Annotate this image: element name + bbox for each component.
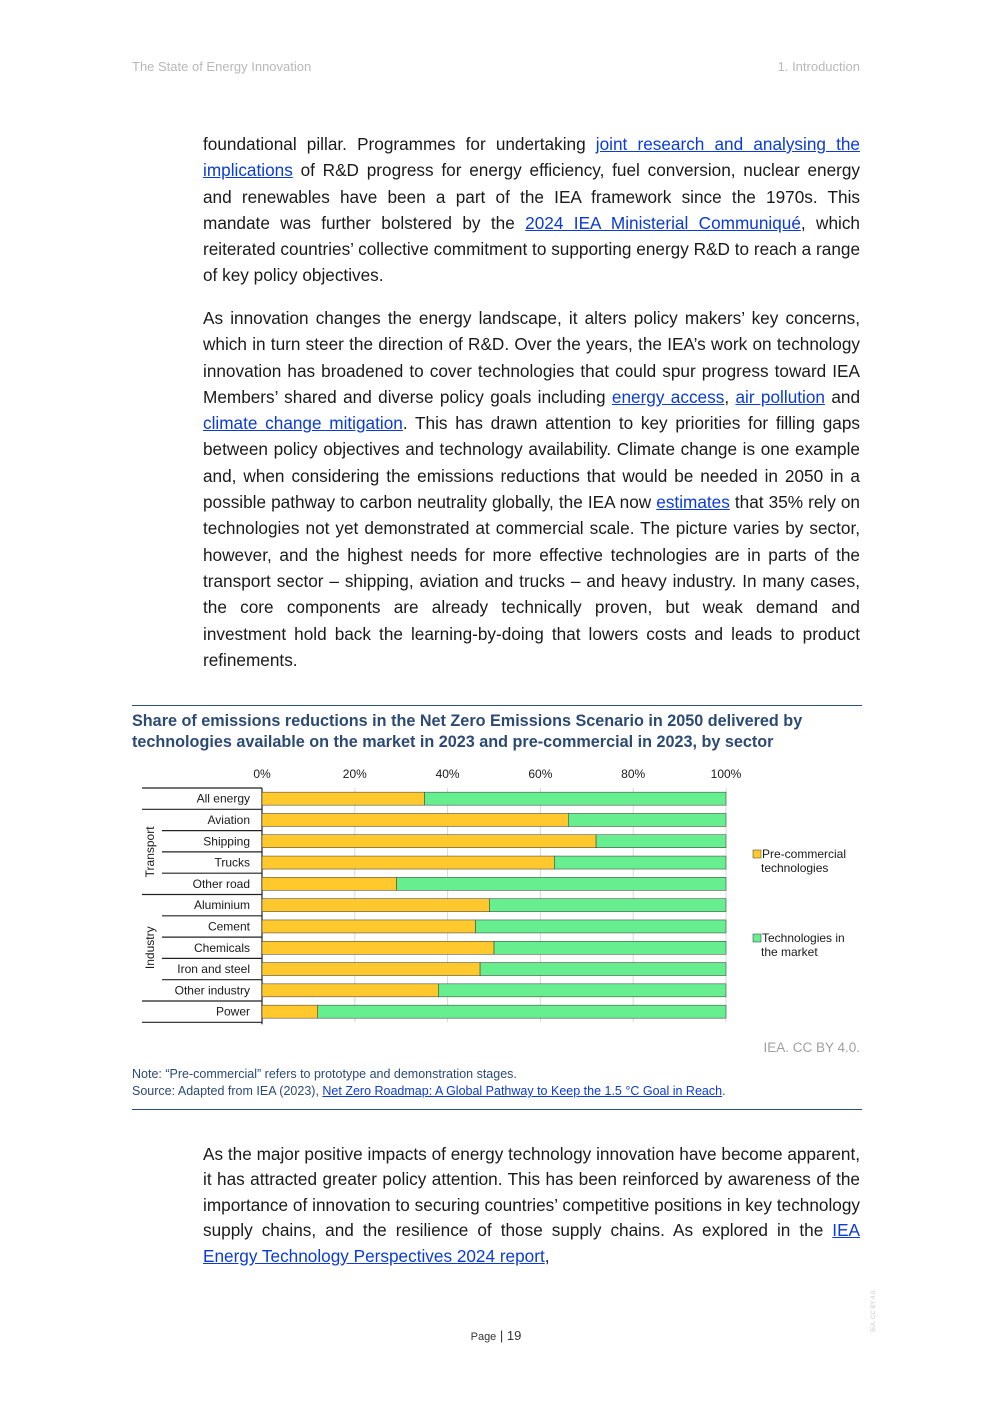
bar-pre-commercial bbox=[262, 1005, 318, 1018]
x-tick-label: 20% bbox=[342, 767, 367, 781]
joint-research-link[interactable]: joint research and analysing the implications bbox=[203, 134, 860, 181]
figure-top-rule bbox=[132, 705, 862, 706]
category-label: Trucks bbox=[214, 855, 250, 870]
paragraph-text: , bbox=[724, 386, 736, 407]
emissions-share-chart bbox=[132, 758, 862, 1030]
bar-pre-commercial bbox=[262, 813, 568, 826]
x-tick-label: 80% bbox=[621, 767, 646, 781]
paragraph-2 bbox=[203, 305, 860, 673]
category-label: Aluminium bbox=[193, 898, 250, 913]
etp-2024-link[interactable]: IEA Energy Technology Perspectives 2024 report bbox=[203, 1220, 860, 1266]
climate-change-mitigation-link[interactable]: climate change mitigation bbox=[203, 413, 403, 434]
running-header-title: The State of Energy Innovation bbox=[132, 59, 312, 74]
page-number: Page | 19 bbox=[470, 1328, 522, 1343]
category-label: All energy bbox=[196, 791, 250, 806]
group-label: Industry bbox=[143, 926, 157, 970]
bar-pre-commercial bbox=[262, 856, 554, 869]
bar-pre-commercial bbox=[262, 792, 424, 805]
x-tick-label: 40% bbox=[435, 767, 460, 781]
bar-in-market bbox=[480, 963, 726, 976]
x-tick-label: 60% bbox=[528, 767, 553, 781]
bar-pre-commercial bbox=[262, 877, 397, 890]
bar-in-market bbox=[318, 1005, 726, 1018]
bar-in-market bbox=[424, 792, 726, 805]
x-tick-label: 100% bbox=[710, 767, 742, 781]
air-pollution-link[interactable]: air pollution bbox=[735, 386, 825, 407]
estimates-link[interactable]: estimates bbox=[656, 492, 730, 513]
x-tick-label: 0% bbox=[253, 767, 271, 781]
page-label: Page bbox=[470, 1331, 497, 1343]
bar-in-market bbox=[554, 856, 726, 869]
bar-pre-commercial bbox=[262, 984, 438, 997]
bar-in-market bbox=[438, 984, 726, 997]
paragraph-text: that 35% rely on technologies not yet demonstrated at commercial scale. The picture varies by sector, however, and the highest needs for more effective technologies are in parts of the transport sector – shipping, aviation and trucks – and heavy industry. In many cases, the core components are already technically proven, but weak demand and investment hold back the learning-by-doing that lowers costs and leads to product refinements. bbox=[203, 492, 860, 670]
bar-pre-commercial bbox=[262, 920, 475, 933]
bar-in-market bbox=[568, 813, 726, 826]
figure-note: Note: “Pre-commercial” refers to prototype and demonstration stages. bbox=[132, 1067, 517, 1081]
paragraph-text: foundational pillar. Programmes for undertaking bbox=[203, 134, 596, 154]
page-number-value: 19 bbox=[506, 1328, 522, 1343]
bar-pre-commercial bbox=[262, 835, 596, 848]
legend-swatch bbox=[753, 934, 761, 942]
category-label: Cement bbox=[207, 919, 250, 934]
paragraph-3 bbox=[203, 1142, 860, 1269]
category-label: Aviation bbox=[207, 812, 250, 827]
legend-label: Technologies in the market bbox=[761, 931, 845, 959]
paragraph-text: . This has drawn attention to key priorities for filling gaps between policy objectives and technology availability. Climate change is one example and, when considering the emissions reductions that would be needed in 2050 in a possible pathway to carbon neutrality globally, the IEA now bbox=[203, 413, 860, 513]
paragraph-text: As the major positive impacts of energy technology innovation have become apparent, it has attracted greater policy attention. This has been reinforced by awareness of the importance of innovation to securing countries’ competitive positions in key technology supply chains, and the resilience of those supply chains. As explored in the bbox=[203, 1144, 860, 1241]
figure-bottom-rule bbox=[132, 1109, 862, 1110]
running-header-chapter: 1. Introduction bbox=[777, 59, 860, 74]
bar-pre-commercial bbox=[262, 899, 489, 912]
bar-in-market bbox=[397, 877, 726, 890]
category-label: Other industry bbox=[174, 983, 250, 998]
paragraph-text: of R&D progress for energy efficiency, fuel conversion, nuclear energy and renewables have been a part of the IEA framework since the 1970s. This mandate was further bolstered by the bbox=[203, 160, 860, 233]
paragraph-text: and bbox=[824, 386, 861, 407]
category-label: Shipping bbox=[203, 834, 250, 849]
bar-pre-commercial bbox=[262, 941, 494, 954]
side-license-mark: IEA. CC BY 4.0. bbox=[871, 1289, 877, 1332]
category-label: Iron and steel bbox=[177, 962, 250, 977]
bar-pre-commercial bbox=[262, 963, 480, 976]
category-label: Chemicals bbox=[193, 940, 250, 955]
bar-in-market bbox=[596, 835, 726, 848]
bar-in-market bbox=[475, 920, 726, 933]
figure-credit: IEA. CC BY 4.0. bbox=[763, 1040, 860, 1055]
paragraph-text: As innovation changes the energy landscape, it alters policy makers’ key concerns, which in turn steer the direction of R&D. Over the years, the IEA’s work on technology innovation has broadened to cover technologies that could spur progress toward IEA Members’ shared and diverse policy goals including bbox=[203, 308, 860, 407]
bar-in-market bbox=[494, 941, 726, 954]
source-suffix: . bbox=[722, 1084, 726, 1098]
category-label: Power bbox=[215, 1004, 250, 1019]
category-label: Other road bbox=[192, 876, 250, 891]
energy-access-link[interactable]: energy access bbox=[611, 386, 725, 407]
figure-title: Share of emissions reductions in the Net Zero Emissions Scenario in 2050 delivered by technologies available on the market in 2023 and pre-commercial in 2023, by sector bbox=[132, 712, 803, 751]
legend-swatch bbox=[753, 850, 761, 858]
figure-source bbox=[132, 1083, 726, 1100]
source-prefix: Source: Adapted from IEA (2023), bbox=[132, 1084, 323, 1098]
paragraph-1 bbox=[203, 131, 860, 289]
paragraph-text: , which reiterated countries’ collective commitment to supporting energy R&D to reach a range of key policy objectives. bbox=[203, 212, 860, 286]
legend-label: Pre-commercial technologies bbox=[761, 847, 847, 875]
net-zero-roadmap-link[interactable]: Net Zero Roadmap: A Global Pathway to Keep the 1.5 °C Goal in Reach bbox=[322, 1084, 723, 1098]
ministerial-communique-link[interactable]: 2024 IEA Ministerial Communiqué bbox=[525, 212, 801, 233]
bar-in-market bbox=[489, 899, 726, 912]
paragraph-text: , bbox=[544, 1245, 550, 1266]
group-label: Transport bbox=[143, 826, 157, 878]
